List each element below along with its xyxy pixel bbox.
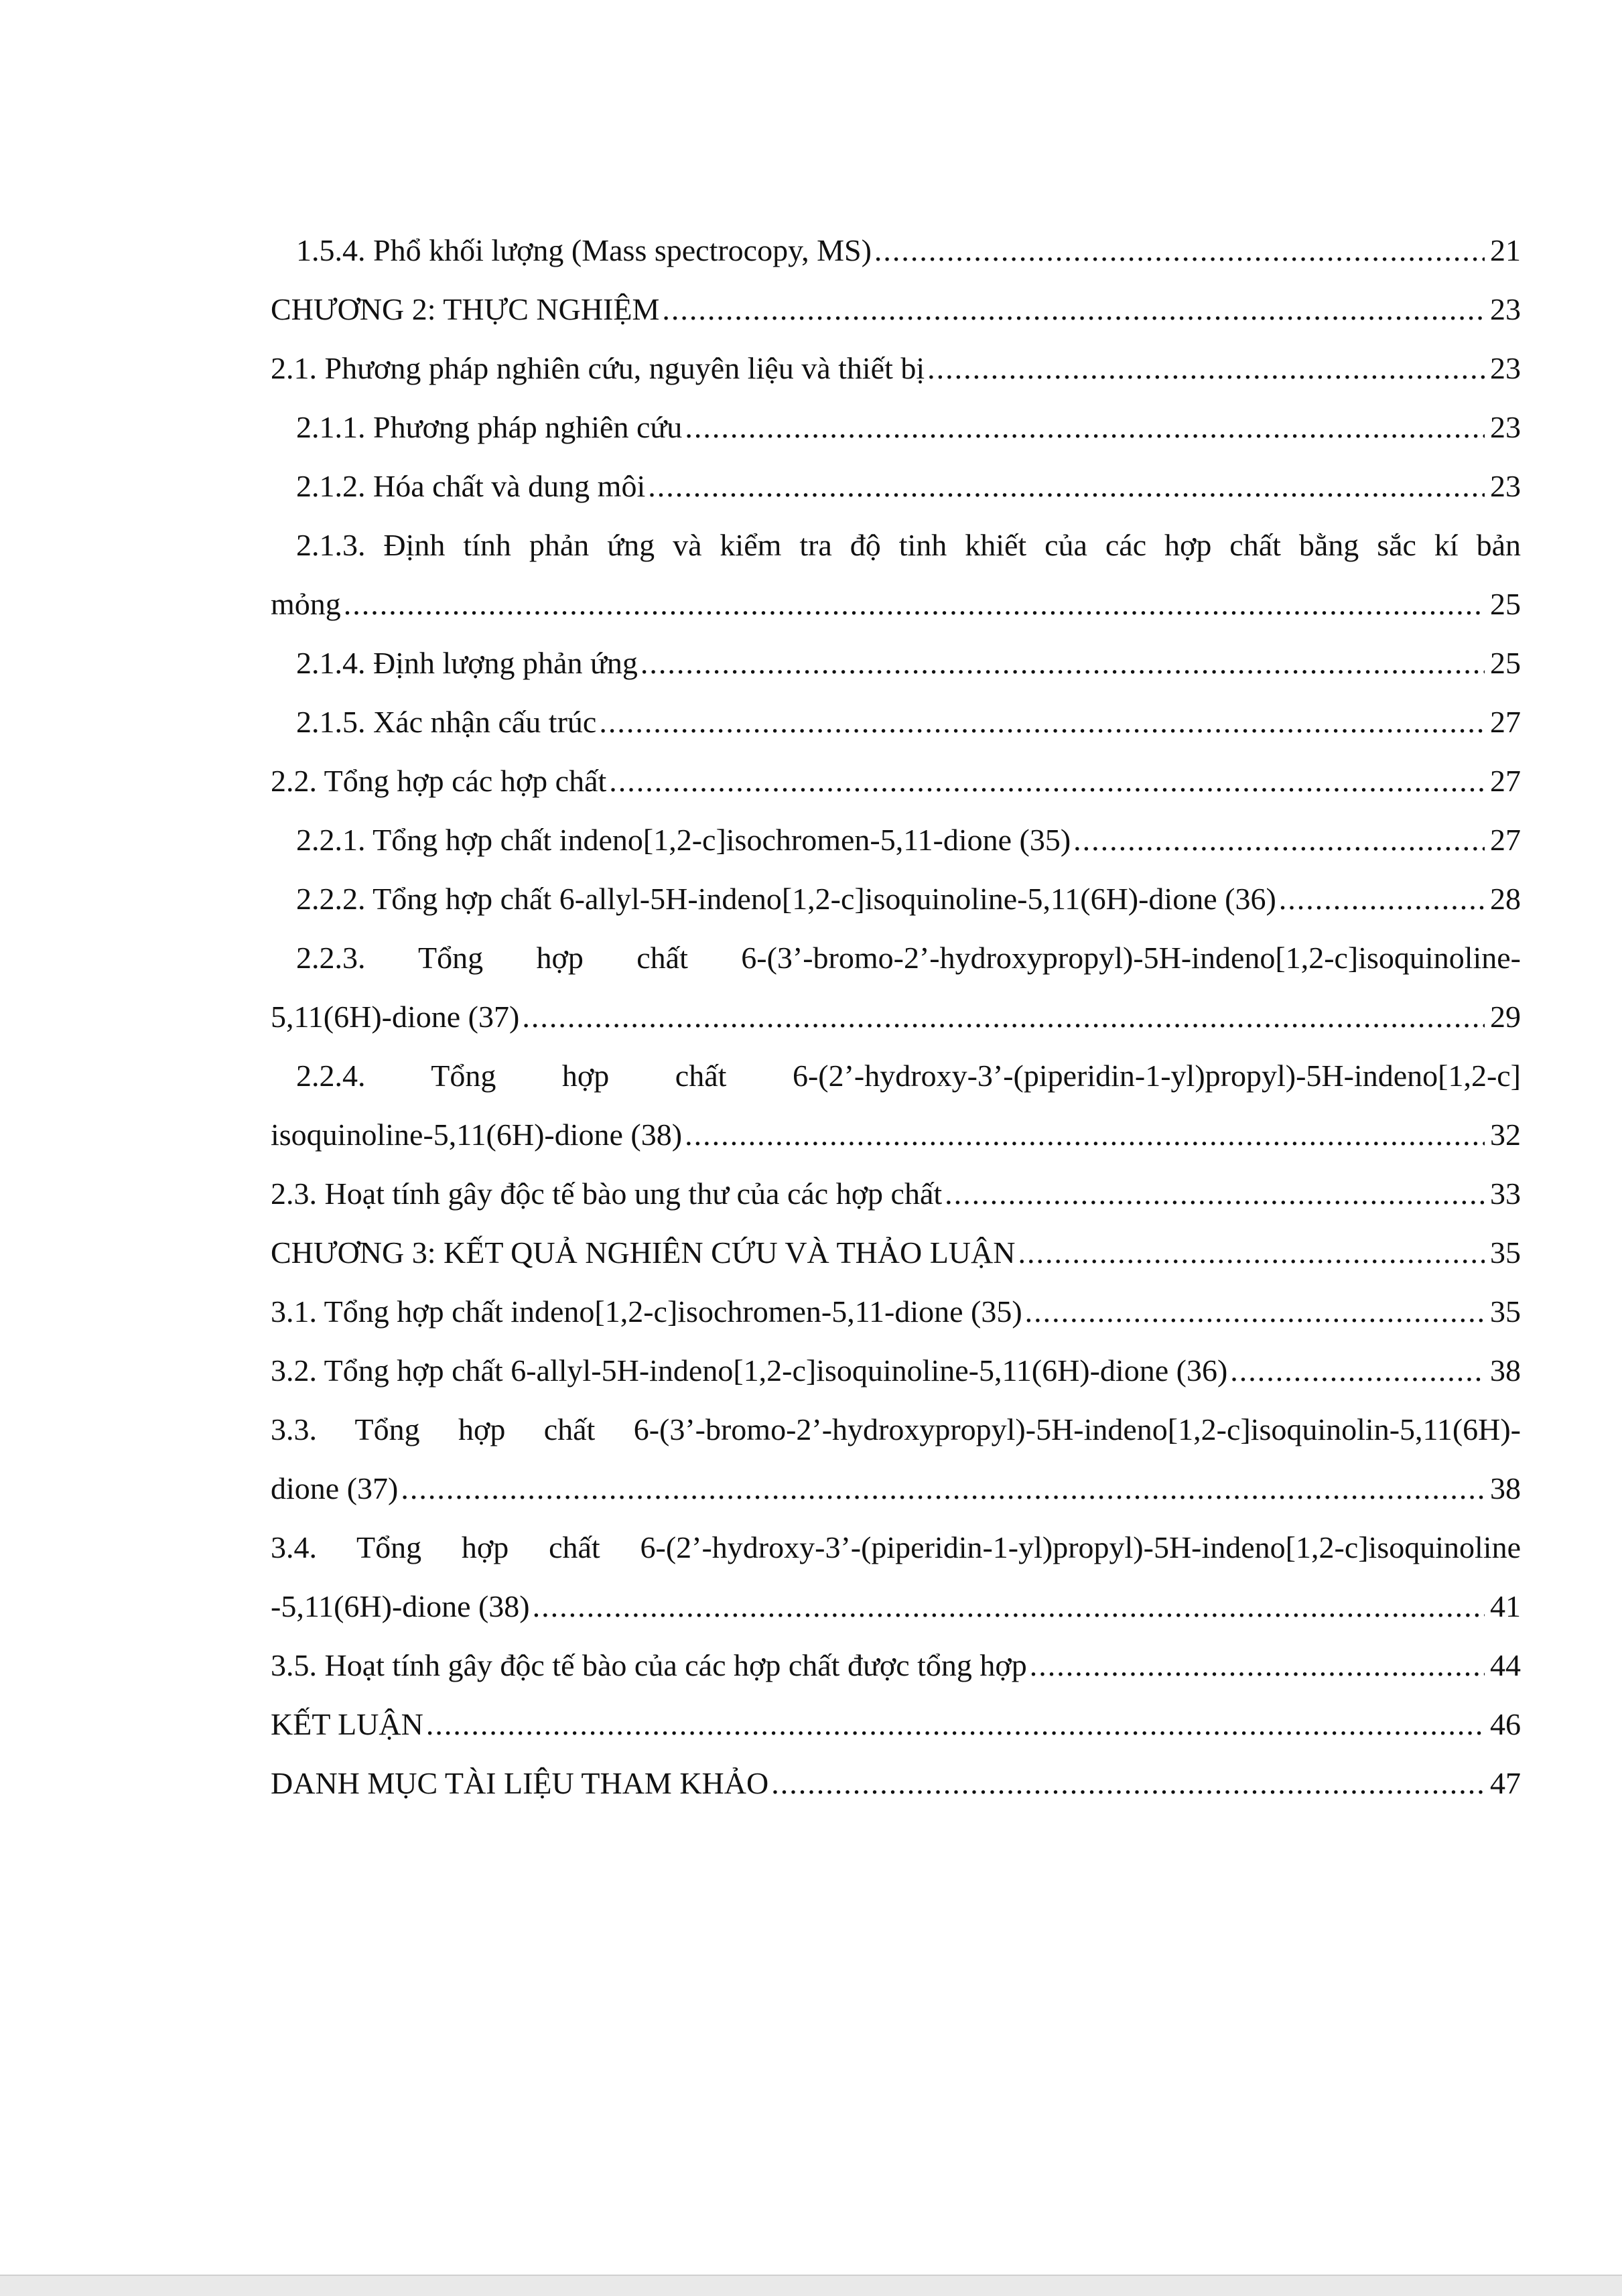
toc-entry xyxy=(271,1636,1521,1695)
toc-dot-leader xyxy=(771,1754,1485,1813)
toc-dot-leader xyxy=(609,752,1485,811)
toc-entry xyxy=(271,339,1521,398)
toc-entry-title: 2.1.1. Phương pháp nghiên cứu xyxy=(296,410,683,444)
toc-entry xyxy=(271,1341,1521,1400)
toc-page-number: 23 xyxy=(1490,351,1521,385)
toc-entry-title: 2.1.2. Hóa chất và dung môi xyxy=(296,469,646,503)
toc-dot-leader xyxy=(1230,1341,1485,1400)
toc-entry-title: CHƯƠNG 3: KẾT QUẢ NGHIÊN CỨU VÀ THẢO LUẬN xyxy=(271,1235,1016,1270)
toc-dot-leader xyxy=(599,693,1485,752)
toc-entry-title: 3.1. Tổng hợp chất indeno[1,2-c]isochromen-5,11-dione (35) xyxy=(271,1294,1022,1329)
toc-entry-title: DANH MỤC TÀI LIỆU THAM KHẢO xyxy=(271,1766,769,1800)
toc-entry xyxy=(271,1577,1521,1636)
toc-entry xyxy=(271,634,1521,693)
toc-page-number: 44 xyxy=(1490,1648,1521,1682)
toc-dot-leader xyxy=(1030,1636,1485,1695)
toc-page-number: 25 xyxy=(1490,587,1521,621)
toc-entry xyxy=(271,1459,1521,1518)
toc-dot-leader xyxy=(648,457,1485,516)
toc-dot-leader xyxy=(426,1695,1485,1754)
toc-dot-leader xyxy=(662,280,1485,339)
toc-entry-title: -5,11(6H)-dione (38) xyxy=(271,1589,530,1623)
toc-entry xyxy=(271,457,1521,516)
toc-entry-title: 2.2.1. Tổng hợp chất indeno[1,2-c]isochromen-5,11-dione (35) xyxy=(296,823,1071,857)
toc-entry-title: mỏng xyxy=(271,587,341,621)
page-bottom-edge xyxy=(0,2275,1622,2296)
toc-dot-leader xyxy=(640,634,1485,693)
toc-entry xyxy=(271,280,1521,339)
toc-entry xyxy=(271,1164,1521,1223)
toc-entry-title: 2.2. Tổng hợp các hợp chất xyxy=(271,764,607,798)
toc-line-wrapped: 2.1.3. Định tính phản ứng và kiểm tra độ tinh khiết của các hợp chất bằng sắc kí bản xyxy=(296,528,1521,562)
toc-dot-leader xyxy=(685,398,1485,457)
toc-entry-title: CHƯƠNG 2: THỰC NGHIỆM xyxy=(271,292,660,326)
toc-entry xyxy=(271,1754,1521,1813)
toc-page-number: 29 xyxy=(1490,1000,1521,1034)
toc-entry xyxy=(271,870,1521,929)
toc-page-number: 28 xyxy=(1490,882,1521,916)
toc-dot-leader xyxy=(1018,1223,1485,1282)
toc-entry-title: 2.1.5. Xác nhận cấu trúc xyxy=(296,705,597,739)
toc-page-number: 38 xyxy=(1490,1471,1521,1505)
toc-dot-leader xyxy=(1279,870,1485,929)
toc-entry-title: 5,11(6H)-dione (37) xyxy=(271,1000,520,1034)
toc-line-wrapped: 2.2.3. Tổng hợp chất 6-(3’-bromo-2’-hydroxypropyl)-5H-indeno[1,2-c]isoquinoline- xyxy=(296,941,1521,975)
toc-page-number: 41 xyxy=(1490,1589,1521,1623)
toc-entry-title: 2.2.2. Tổng hợp chất 6-allyl-5H-indeno[1,2-c]isoquinoline-5,11(6H)-dione (36) xyxy=(296,882,1276,916)
toc-entry xyxy=(271,1105,1521,1164)
toc-line-wrapped: 2.2.4. Tổng hợp chất 6-(2’-hydroxy-3’-(piperidin-1-yl)propyl)-5H-indeno[1,2-c] xyxy=(296,1059,1521,1093)
toc-dot-leader xyxy=(522,988,1485,1046)
toc-page-number: 47 xyxy=(1490,1766,1521,1800)
toc-entry-title: dione (37) xyxy=(271,1471,399,1505)
toc-page-number: 35 xyxy=(1490,1235,1521,1270)
toc-dot-leader xyxy=(533,1577,1485,1636)
toc-page-number: 35 xyxy=(1490,1294,1521,1329)
toc-dot-leader xyxy=(344,575,1485,634)
toc-line-wrapped: 3.3. Tổng hợp chất 6-(3’-bromo-2’-hydroxypropyl)-5H-indeno[1,2-c]isoquinolin-5,11(6H)- xyxy=(271,1412,1521,1446)
toc-dot-leader xyxy=(945,1164,1485,1223)
toc-dot-leader xyxy=(401,1459,1485,1518)
toc-dot-leader xyxy=(927,339,1485,398)
toc-entry-title: KẾT LUẬN xyxy=(271,1707,423,1741)
toc-dot-leader xyxy=(1025,1282,1485,1341)
toc-entry-title: 2.1.4. Định lượng phản ứng xyxy=(296,646,638,680)
toc-page-number: 21 xyxy=(1490,233,1521,267)
table-of-contents xyxy=(271,221,1521,1813)
toc-entry xyxy=(271,1695,1521,1754)
toc-entry-title: 2.1. Phương pháp nghiên cứu, nguyên liệu và thiết bị xyxy=(271,351,925,385)
toc-page-number: 23 xyxy=(1490,469,1521,503)
toc-page-number: 25 xyxy=(1490,646,1521,680)
toc-entry xyxy=(271,693,1521,752)
toc-page-number: 27 xyxy=(1490,764,1521,798)
toc-page-number: 23 xyxy=(1490,292,1521,326)
toc-entry-title: 3.5. Hoạt tính gây độc tế bào của các hợp chất được tổng hợp xyxy=(271,1648,1027,1682)
toc-entry xyxy=(271,1223,1521,1282)
toc-entry xyxy=(271,988,1521,1046)
toc-entry-title: 3.2. Tổng hợp chất 6-allyl-5H-indeno[1,2-c]isoquinoline-5,11(6H)-dione (36) xyxy=(271,1353,1228,1388)
toc-entry xyxy=(271,221,1521,280)
toc-dot-leader xyxy=(1073,811,1485,870)
toc-page-number: 27 xyxy=(1490,705,1521,739)
toc-entry xyxy=(271,752,1521,811)
toc-page-number: 27 xyxy=(1490,823,1521,857)
toc-dot-leader xyxy=(685,1105,1485,1164)
toc-entry xyxy=(271,398,1521,457)
toc-line-wrapped: 3.4. Tổng hợp chất 6-(2’-hydroxy-3’-(piperidin-1-yl)propyl)-5H-indeno[1,2-c]isoquinoline xyxy=(271,1530,1521,1564)
toc-page-number: 33 xyxy=(1490,1176,1521,1211)
toc-dot-leader xyxy=(874,221,1485,280)
toc-entry-title: 2.3. Hoạt tính gây độc tế bào ung thư của các hợp chất xyxy=(271,1176,943,1211)
toc-page-number: 46 xyxy=(1490,1707,1521,1741)
toc-page-number: 38 xyxy=(1490,1353,1521,1388)
toc-page-number: 32 xyxy=(1490,1118,1521,1152)
toc-entry xyxy=(271,811,1521,870)
toc-entry xyxy=(271,575,1521,634)
toc-entry xyxy=(271,1282,1521,1341)
toc-entry-title: isoquinoline-5,11(6H)-dione (38) xyxy=(271,1118,683,1152)
toc-entry-title: 1.5.4. Phổ khối lượng (Mass spectrocopy, MS) xyxy=(296,233,872,267)
toc-page-number: 23 xyxy=(1490,410,1521,444)
